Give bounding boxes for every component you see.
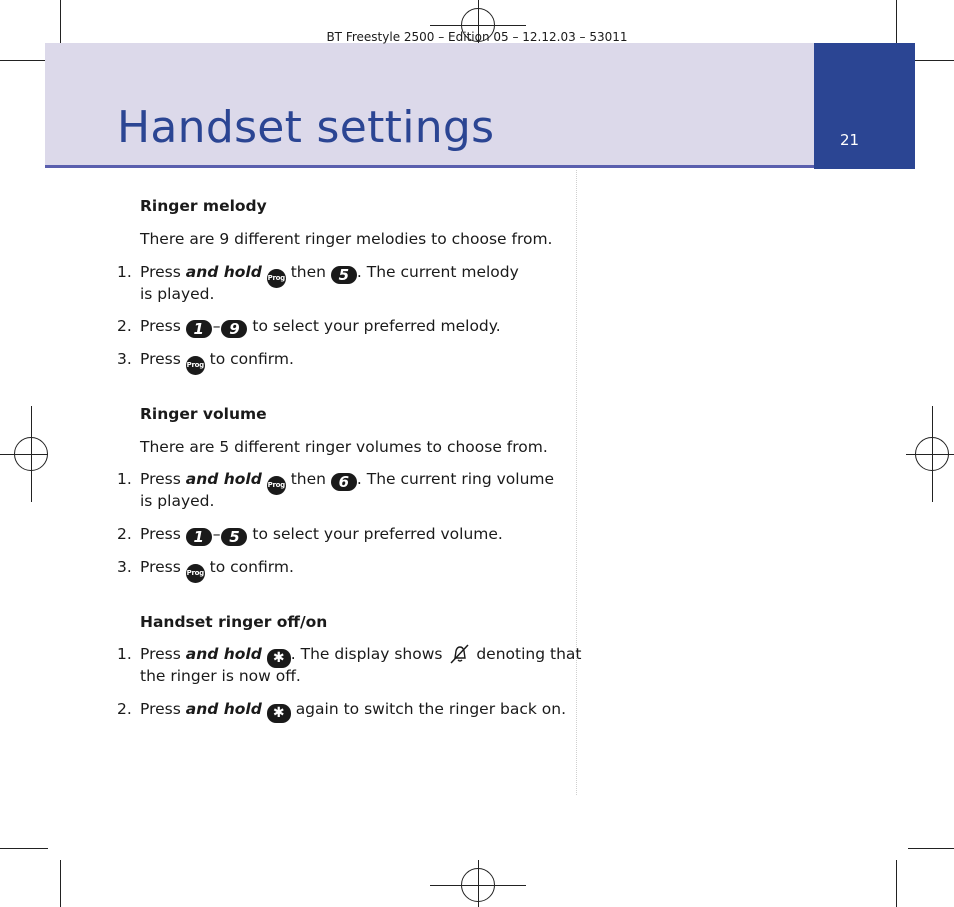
- page-number: 21: [840, 131, 860, 149]
- step-continuation: is played.: [140, 285, 215, 303]
- step-text: then: [290, 470, 326, 488]
- crop-mark: [908, 848, 954, 849]
- registration-mark: [906, 454, 954, 455]
- page-title: Handset settings: [117, 102, 495, 153]
- instruction-step: [140, 523, 503, 546]
- step-number: 1.: [117, 470, 132, 488]
- step-text: . The current melody: [356, 263, 519, 281]
- step-emphasis: and hold: [185, 700, 262, 718]
- digit-key-icon: 6: [331, 473, 357, 491]
- step-continuation: the ringer is now off.: [140, 667, 301, 685]
- page-number-tab: [814, 43, 915, 169]
- registration-mark: [478, 860, 479, 907]
- crop-mark: [60, 860, 61, 907]
- ringer-off-bell-icon: [447, 643, 471, 665]
- step-text: Press: [140, 558, 181, 576]
- crop-mark: [0, 848, 48, 849]
- step-text: Press: [140, 700, 181, 718]
- range-dash: –: [212, 317, 221, 335]
- digit-key-icon: 1: [186, 320, 212, 338]
- step-text: to confirm.: [209, 350, 294, 368]
- header-rule: [45, 165, 814, 168]
- step-text: again to switch the ringer back on.: [295, 700, 567, 718]
- step-text: Press: [140, 263, 181, 281]
- instruction-step: [140, 556, 294, 583]
- step-number: 1.: [117, 645, 132, 663]
- step-number: 2.: [117, 525, 132, 543]
- column-divider: [576, 170, 577, 795]
- registration-mark: [31, 406, 32, 502]
- step-emphasis: and hold: [185, 470, 262, 488]
- section-intro: There are 9 different ringer melodies to choose from.: [140, 230, 553, 248]
- step-text: Press: [140, 470, 181, 488]
- step-text: Press: [140, 525, 181, 543]
- step-number: 3.: [117, 558, 132, 576]
- step-text: to select your preferred volume.: [252, 525, 503, 543]
- prog-key-icon: Prog: [186, 564, 205, 583]
- step-text: . The display shows: [290, 645, 443, 663]
- crop-mark: [896, 860, 897, 907]
- step-emphasis: and hold: [185, 645, 262, 663]
- digit-key-icon: 9: [221, 320, 247, 338]
- section-heading: Ringer volume: [140, 405, 267, 423]
- crop-mark: [0, 60, 48, 61]
- section-heading: Ringer melody: [140, 197, 267, 215]
- instruction-step: [140, 315, 501, 338]
- step-number: 2.: [117, 317, 132, 335]
- step-number: 2.: [117, 700, 132, 718]
- step-text: . The current ring volume: [356, 470, 555, 488]
- prog-key-icon: Prog: [267, 476, 286, 495]
- step-emphasis: and hold: [185, 263, 262, 281]
- print-slug: BT Freestyle 2500 – Edition 05 – 12.12.03 – 53011: [326, 30, 628, 44]
- digit-key-icon: 1: [186, 528, 212, 546]
- digit-key-icon: 5: [331, 266, 357, 284]
- range-dash: –: [212, 525, 221, 543]
- step-text: Press: [140, 317, 181, 335]
- step-number: 3.: [117, 350, 132, 368]
- prog-key-icon: Prog: [267, 269, 286, 288]
- registration-mark: [932, 406, 933, 502]
- digit-key-icon: 5: [221, 528, 247, 546]
- instruction-step: [140, 698, 566, 723]
- step-number: 1.: [117, 263, 132, 281]
- step-continuation: is played.: [140, 492, 215, 510]
- instruction-step: [140, 348, 294, 375]
- step-text: to select your preferred melody.: [252, 317, 501, 335]
- step-text: to confirm.: [209, 558, 294, 576]
- prog-key-icon: Prog: [186, 356, 205, 375]
- step-text: then: [290, 263, 326, 281]
- registration-mark: [0, 454, 48, 455]
- section-intro: There are 5 different ringer volumes to choose from.: [140, 438, 548, 456]
- star-key-icon: ✱: [267, 649, 291, 668]
- star-key-icon: ✱: [267, 704, 291, 723]
- step-text: Press: [140, 645, 181, 663]
- step-text: denoting that: [476, 645, 582, 663]
- step-text: Press: [140, 350, 181, 368]
- section-heading: Handset ringer off/on: [140, 613, 328, 631]
